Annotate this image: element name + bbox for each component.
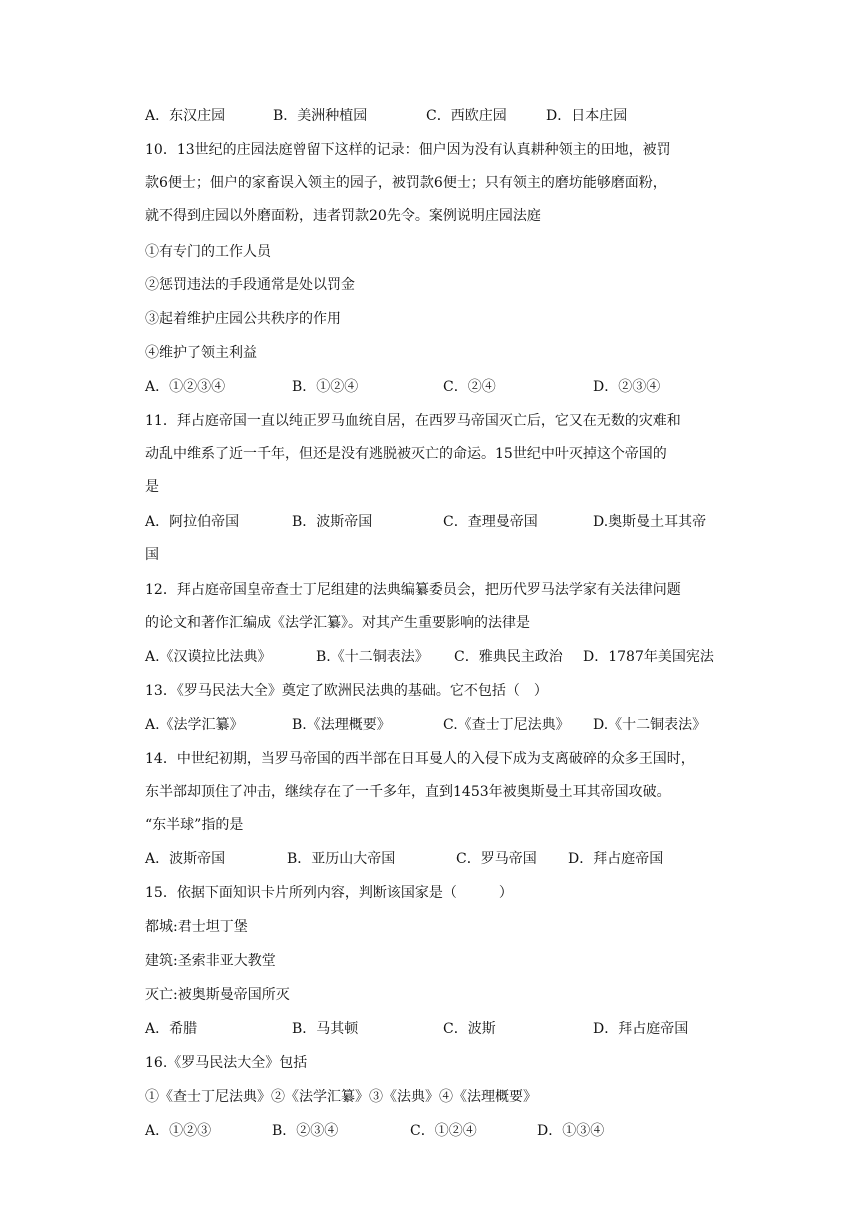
option-b: B.《法理概要》	[292, 717, 391, 733]
option-a: A．阿拉伯帝国	[145, 514, 240, 530]
q15-options	[0, 1019, 860, 1039]
q10-item-1: ①有专门的工作人员	[145, 244, 271, 260]
q15-card-building: 建筑:圣索非亚大教堂	[145, 953, 276, 969]
option-c: C．西欧庄园	[426, 108, 507, 124]
option-a: A．①②③	[145, 1123, 212, 1139]
q11-options	[0, 512, 860, 532]
q16-items: ①《查士丁尼法典》②《法学汇纂》③《法典》④《法理概要》	[145, 1089, 537, 1105]
option-b: B．①②④	[292, 379, 359, 395]
option-d: D.奥斯曼土耳其帝	[593, 514, 707, 530]
q10-item-3: ③起着维护庄园公共秩序的作用	[145, 311, 341, 327]
q16-stem: 16.《罗马民法大全》包括	[145, 1055, 308, 1071]
q10-item-4: ④维护了领主利益	[145, 345, 257, 361]
option-c: C．②④	[443, 379, 496, 395]
option-d: D．①③④	[537, 1123, 605, 1139]
option-b: B．马其顿	[292, 1021, 359, 1037]
q10-stem-line-2: 款6便士；佃户的家畜误入领主的园子，被罚款6便士；只有领主的磨坊能够磨面粉，	[145, 175, 667, 191]
q14-stem-line-2: 东半部却顶住了冲击，继续存在了一千多年，直到1453年被奥斯曼土耳其帝国攻破。	[145, 784, 671, 800]
q12-stem-line-2: 的论文和著作汇编成《法学汇纂》。对其产生重要影响的法律是	[145, 615, 530, 631]
option-d: D．②③④	[593, 379, 661, 395]
q13-options	[0, 715, 860, 735]
q15-card-capital: 都城:君士坦丁堡	[145, 919, 248, 935]
option-d: D．1787年美国宪法	[583, 649, 714, 665]
option-b: B.《十二铜表法》	[316, 649, 429, 665]
option-a: A.《汉谟拉比法典》	[145, 649, 272, 665]
option-c: C．波斯	[443, 1021, 496, 1037]
option-b: B．②③④	[272, 1123, 339, 1139]
option-d: D．拜占庭帝国	[593, 1021, 689, 1037]
option-c: C．罗马帝国	[456, 851, 537, 867]
option-a: A．①②③④	[145, 379, 226, 395]
q12-stem-line-1: 12．拜占庭帝国皇帝查士丁尼组建的法典编纂委员会，把历代罗马法学家有关法律问题	[145, 582, 681, 598]
option-a: A.《法学汇纂》	[145, 717, 244, 733]
q14-stem-line-3: “东半球”指的是	[145, 817, 244, 833]
q11-option-d-wrap: 国	[145, 547, 159, 563]
option-c: C．雅典民主政治	[454, 649, 563, 665]
q16-options	[0, 1121, 860, 1141]
option-d: D．拜占庭帝国	[568, 851, 664, 867]
option-b: B．亚历山大帝国	[287, 851, 396, 867]
q11-stem-line-2: 动乱中维系了近一千年，但还是没有逃脱被灭亡的命运。15世纪中叶灭掉这个帝国的	[145, 446, 667, 462]
q15-card-fall: 灭亡:被奥斯曼帝国所灭	[145, 987, 290, 1003]
option-b: B．美洲种植园	[273, 108, 368, 124]
q11-stem-line-3: 是	[145, 479, 159, 495]
q9-options	[0, 106, 860, 126]
q10-options	[0, 377, 860, 397]
q11-stem-line-1: 11．拜占庭帝国一直以纯正罗马血统自居，在西罗马帝国灭亡后，它又在无数的灾难和	[145, 413, 681, 429]
q10-item-2: ②惩罚违法的手段通常是处以罚金	[145, 277, 355, 293]
option-a: A．希腊	[145, 1021, 198, 1037]
q10-stem-line-1: 10．13世纪的庄园法庭曾留下这样的记录：佃户因为没有认真耕种领主的田地，被罚	[145, 142, 671, 158]
option-b: B．波斯帝国	[292, 514, 373, 530]
q10-stem-line-3: 就不得到庄园以外磨面粉，违者罚款20先令。案例说明庄园法庭	[145, 208, 541, 224]
q12-options	[0, 647, 860, 667]
q14-stem-line-1: 14．中世纪初期，当罗马帝国的西半部在日耳曼人的入侵下成为支离破碎的众多王国时，	[145, 751, 695, 767]
option-c: C.《查士丁尼法典》	[443, 717, 570, 733]
option-a: A．波斯帝国	[145, 851, 226, 867]
q15-stem: 15．依据下面知识卡片所列内容，判断该国家是（ ）	[145, 885, 513, 901]
option-a: A．东汉庄园	[145, 108, 226, 124]
option-d: D．日本庄园	[546, 108, 628, 124]
q13-stem: 13．《罗马民法大全》奠定了欧洲民法典的基础。它不包括（ ）	[145, 683, 548, 699]
option-c: C．查理曼帝国	[443, 514, 538, 530]
option-d: D.《十二铜表法》	[593, 717, 707, 733]
option-c: C．①②④	[410, 1123, 477, 1139]
q14-options	[0, 849, 860, 869]
